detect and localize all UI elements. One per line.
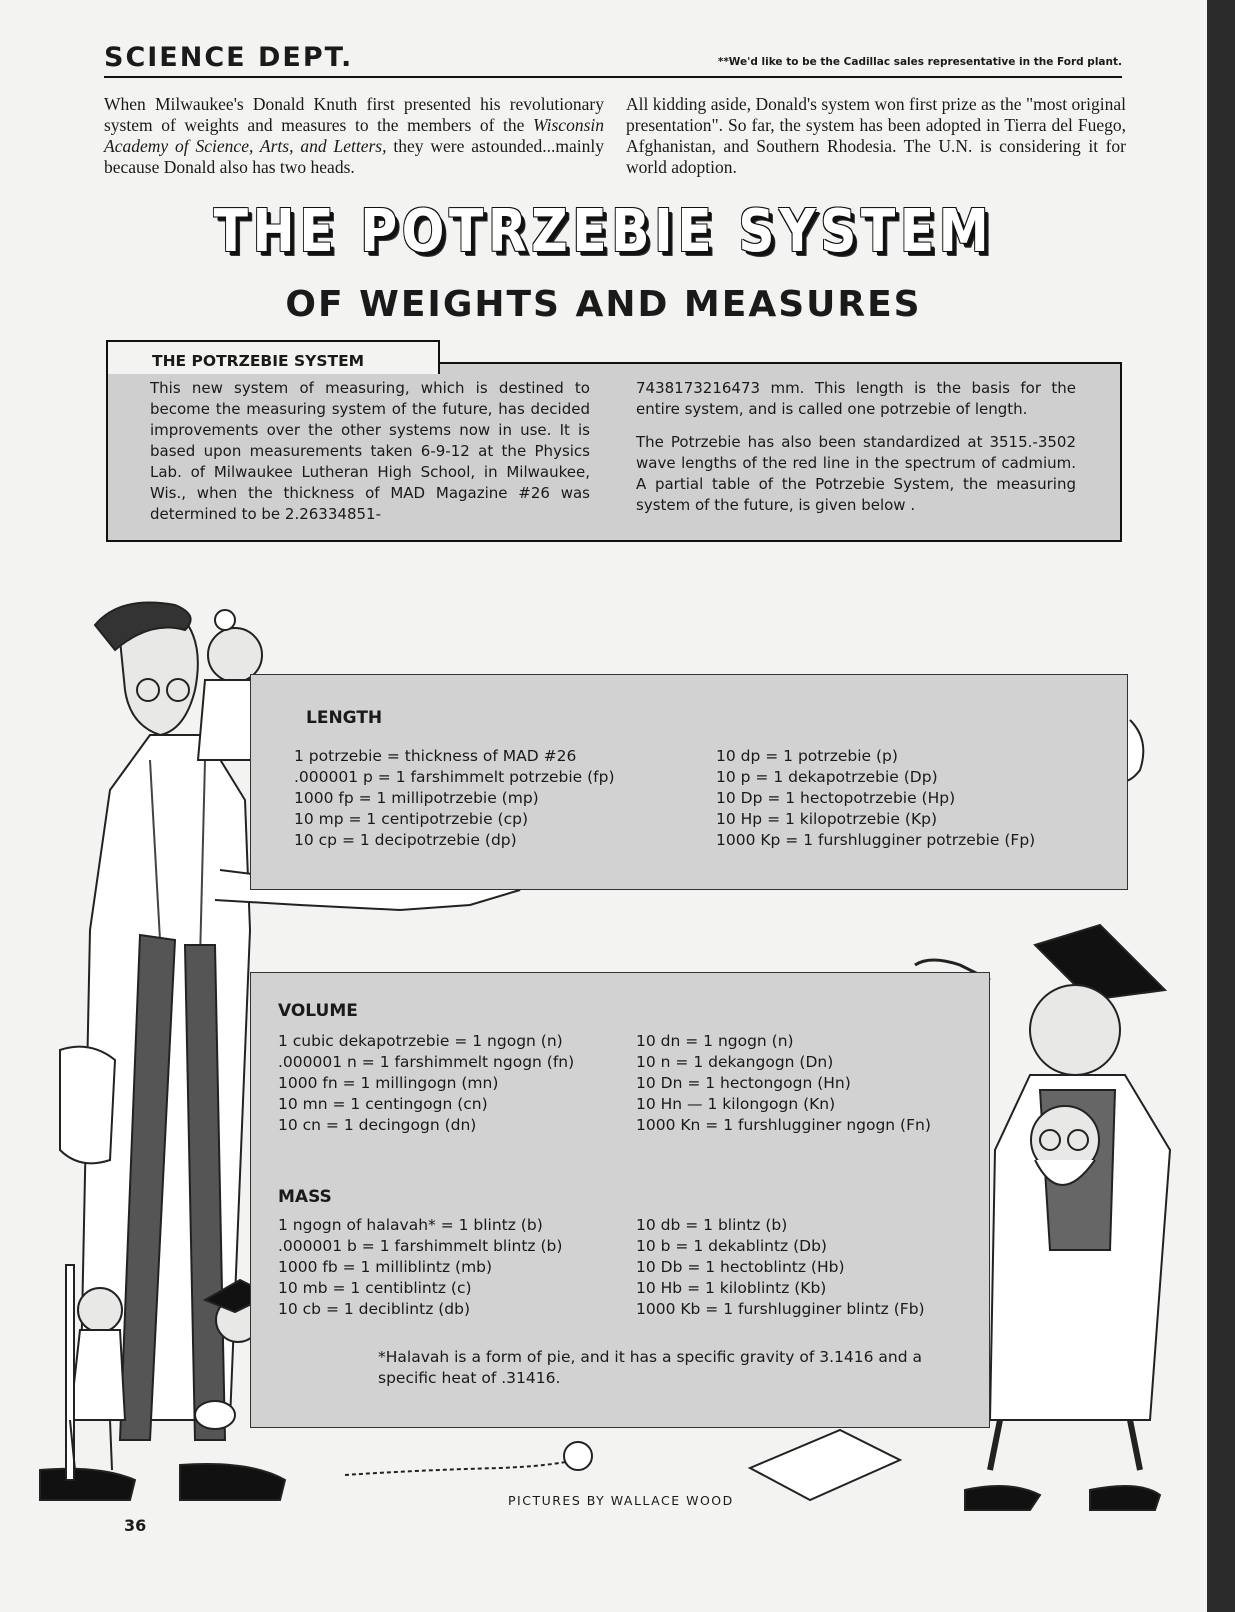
length-def: 10 mp = 1 centipotrzebie (cp) — [294, 810, 528, 828]
volume-def: 10 Dn = 1 hectongogn (Hn) — [636, 1074, 851, 1092]
system-paragraph-3: The Potrzebie has also been standardized at 3515.-3502 wave lengths of the red line in the spectrum of cadmium. A partial table of the Potrzebie System, the measuring system of the future, is given below . — [636, 433, 1076, 514]
length-definitions-left — [294, 746, 615, 851]
tape-measure-figure — [345, 1442, 592, 1475]
length-def: 10 dp = 1 potrzebie (p) — [716, 747, 898, 765]
length-def: .000001 p = 1 farshimmelt potrzebie (fp) — [294, 768, 615, 786]
main-title: THE POTRZEBIE SYSTEM — [213, 197, 994, 266]
floor-note-figure — [750, 1430, 900, 1500]
page-edge — [1207, 0, 1235, 1612]
length-def: 10 Hp = 1 kilopotrzebie (Kp) — [716, 810, 937, 828]
system-paragraph-2: 7438173216473 mm. This length is the basis for the entire system, and is called one potrzebie of length. — [636, 379, 1076, 418]
mass-def: 1 ngogn of halavah* = 1 blintz (b) — [278, 1216, 543, 1234]
mass-def: 1000 fb = 1 milliblintz (mb) — [278, 1258, 493, 1276]
length-def: 1000 Kp = 1 furshlugginer potrzebie (Fp) — [716, 831, 1036, 849]
illustration-credit: PICTURES BY WALLACE WOOD — [508, 1493, 734, 1508]
length-def: 10 cp = 1 decipotrzebie (dp) — [294, 831, 517, 849]
length-def: 10 p = 1 dekapotrzebie (Dp) — [716, 768, 938, 786]
length-def: 1 potrzebie = thickness of MAD #26 — [294, 747, 577, 765]
length-def: 1000 fp = 1 millipotrzebie (mp) — [294, 789, 539, 807]
volume-def: 10 cn = 1 decingogn (dn) — [278, 1116, 477, 1134]
length-definitions-right — [716, 746, 1035, 851]
subtitle: OF WEIGHTS AND MEASURES — [285, 284, 922, 325]
mass-def: 10 Hb = 1 kiloblintz (Kb) — [636, 1279, 827, 1297]
volume-def: 10 Hn — 1 kilongogn (Kn) — [636, 1095, 836, 1113]
intro-academy-name: Wisconsin Academy of Science, Arts, and Letters, — [104, 115, 604, 156]
mass-def: 10 cb = 1 deciblintz (db) — [278, 1300, 471, 1318]
intro-text-start: When Milwaukee's Donald Knuth first presented his revolutionary system of weights and measures to the members of the — [104, 94, 604, 135]
page-number: 36 — [124, 1516, 147, 1535]
department-title: SCIENCE DEPT. — [104, 42, 354, 73]
mass-def: .000001 b = 1 farshimmelt blintz (b) — [278, 1237, 563, 1255]
intro-right-column: All kidding aside, Donald's system won first prize as the "most original presentation". So far, the system has been adopted in Tierra del Fuego, Afghanistan, and Southern Rhodesia. The U.N. is considering it for world adoption. — [626, 94, 1126, 177]
halavah-footnote: *Halavah is a form of pie, and it has a specific gravity of 3.1416 and a specific heat of .31416. — [378, 1348, 922, 1387]
mass-definitions-right — [636, 1215, 925, 1320]
boy-with-ruler-figure — [66, 1265, 125, 1480]
volume-def: 10 n = 1 dekangogn (Dn) — [636, 1053, 834, 1071]
mass-def: 10 mb = 1 centiblintz (c) — [278, 1279, 472, 1297]
volume-def: 10 mn = 1 centingogn (cn) — [278, 1095, 488, 1113]
mass-definitions-left — [278, 1215, 562, 1320]
volume-def: .000001 n = 1 farshimmelt ngogn (fn) — [278, 1053, 575, 1071]
system-box-heading: THE POTRZEBIE SYSTEM — [106, 340, 440, 374]
volume-def: 1 cubic dekapotrzebie = 1 ngogn (n) — [278, 1032, 563, 1050]
volume-def: 1000 fn = 1 millingogn (mn) — [278, 1074, 499, 1092]
mass-def: 10 Db = 1 hectoblintz (Hb) — [636, 1258, 845, 1276]
intro-text-end: they were astounded...mainly because Donald also has two heads. — [104, 136, 604, 177]
volume-def: 1000 Kn = 1 furshlugginer ngogn (Fn) — [636, 1116, 931, 1134]
mass-def: 10 b = 1 dekablintz (Db) — [636, 1237, 827, 1255]
volume-def: 10 dn = 1 ngogn (n) — [636, 1032, 794, 1050]
volume-definitions-left — [278, 1031, 574, 1136]
mass-def: 1000 Kb = 1 furshlugginer blintz (Fb) — [636, 1300, 925, 1318]
length-title: LENGTH — [306, 708, 383, 728]
mass-def: 10 db = 1 blintz (b) — [636, 1216, 788, 1234]
header-tagline: **We'd like to be the Cadillac sales representative in the Ford plant. — [717, 56, 1122, 68]
length-def: 10 Dp = 1 hectopotrzebie (Hp) — [716, 789, 956, 807]
toy-figure — [195, 1401, 235, 1429]
volume-title: VOLUME — [278, 1001, 358, 1021]
system-paragraph-1: This new system of measuring, which is destined to become the measuring system of the future, has decided improvements over the other systems now in use. It is based upon measurements taken 6-9-12 at the Physics Lab. of Milwaukee Lutheran High School, in Milwaukee, Wis., when the thickness of MAD Magazine #26 was determined to be 2.26334851- — [150, 379, 590, 523]
mass-title: MASS — [278, 1187, 332, 1207]
volume-definitions-right — [636, 1031, 931, 1136]
